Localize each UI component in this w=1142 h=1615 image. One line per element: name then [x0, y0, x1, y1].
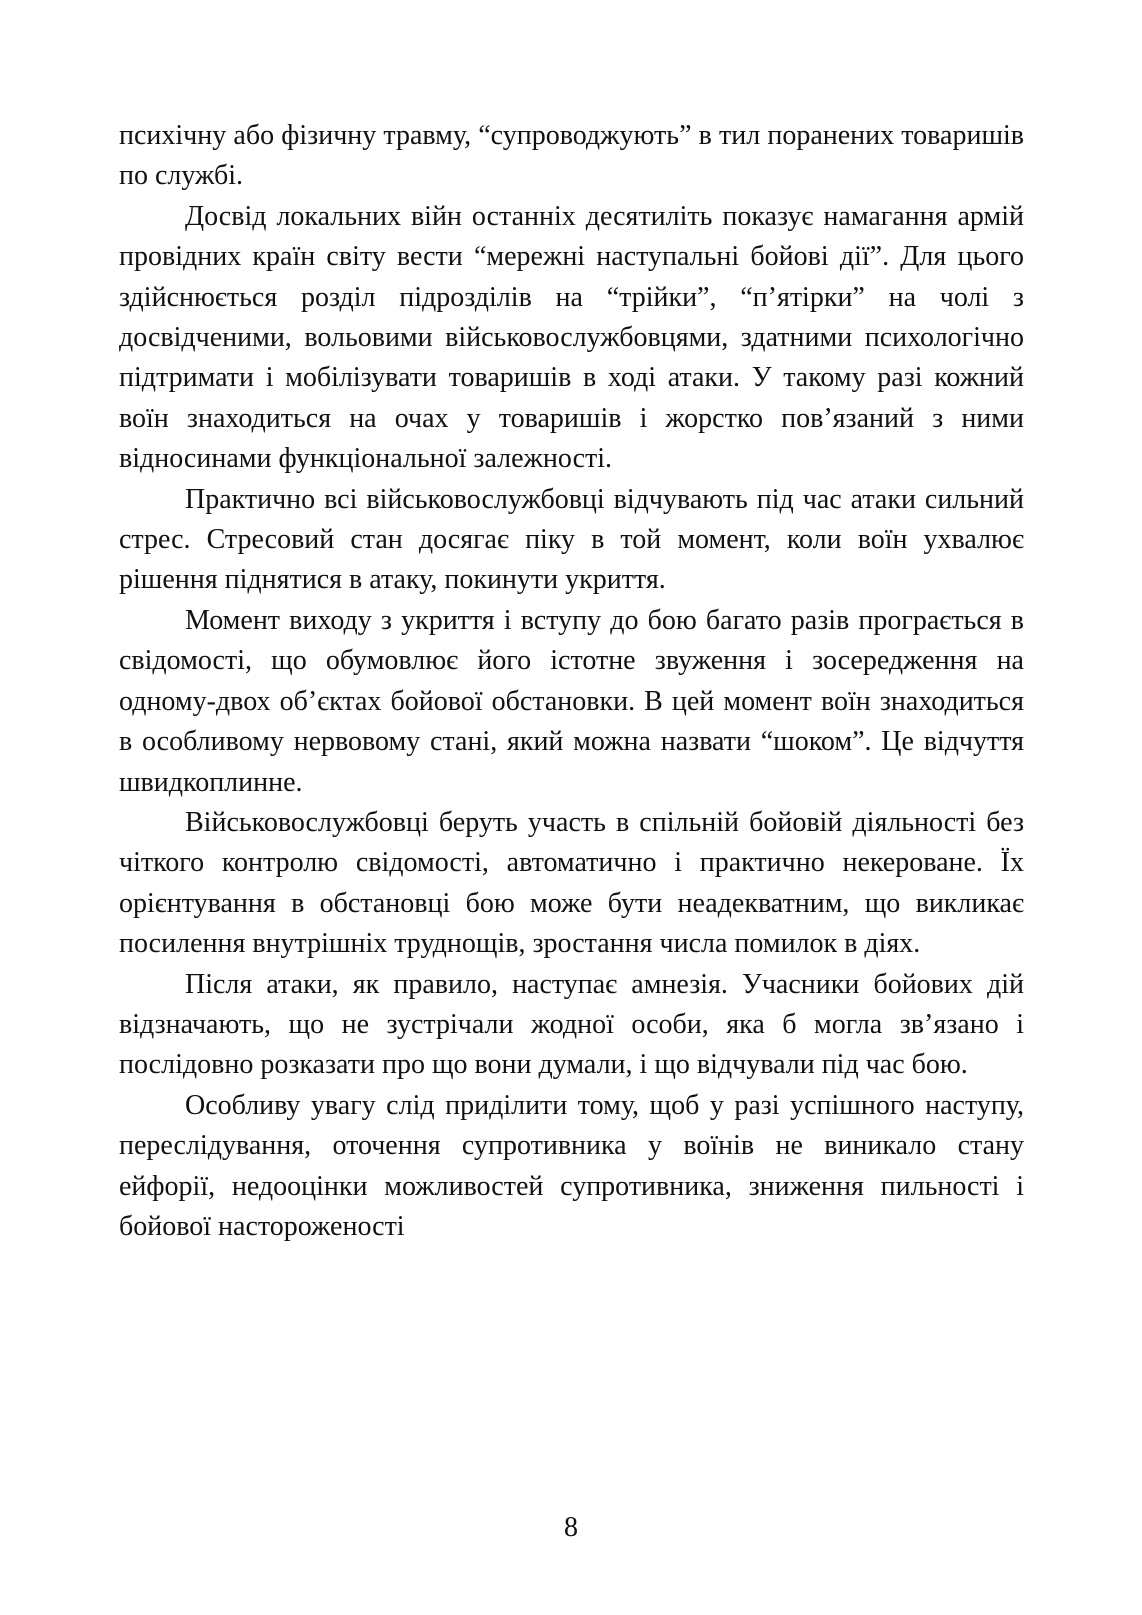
paragraph-1: психічну або фізичну травму, “супроводжують” в тил поранених товаришів по службі. [119, 120, 1024, 192]
paragraph-6: Після атаки, як правило, наступає амнезія. Учасники бойових дій відзначають, що не зустрічали жодної особи, яка б могла зв’язано і послідовно розказати про що вони думали, і що відчували під час бою. [119, 968, 1024, 1081]
paragraph-4: Момент виходу з укриття і вступу до бою багато разів програється в свідомості, що обумовлює його істотне звуження і зосередження на одному-двох об’єктах бойової обстановки. В цей момент воїн знаходиться в особливому нервовому стані, який можна назвати “шоком”. Це відчуття швидкоплинне. [119, 604, 1024, 798]
paragraph-5: Військовослужбовці беруть участь в спільній бойовій діяльності без чіткого контролю свідомості, автоматично і практично некероване. Їх орієнтування в обстановці бою може бути неадекватним, що викликає посилення внутрішніх труднощів, зростання числа помилок в діях. [119, 806, 1024, 960]
paragraph-2: Досвід локальних війн останніх десятиліть показує намагання армій провідних країн світу вести “мережні наступальні бойові дії”. Для цього здійснюється розділ підрозділів на “трійки”, “п’ятірки” на чолі з досвідченими, вольовими військовослужбовцями, здатними психологічно підтримати і мобілізувати товаришів в ході атаки. У такому разі кожний воїн знаходиться на очах у товаришів і жорстко пов’язаний з ними відносинами функціональної залежності. [119, 200, 1024, 475]
page-number: 8 [564, 1512, 578, 1543]
body-text [119, 116, 1024, 1247]
paragraph-3: Практично всі військовослужбовці відчувають під час атаки сильний стрес. Стресовий стан досягає піку в той момент, коли воїн ухвалює рішення піднятися в атаку, покинути укриття. [119, 483, 1024, 596]
paragraph-7: Особливу увагу слід приділити тому, щоб у разі успішного наступу, переслідування, оточення супротивника у воїнів не виникало стану ейфорії, недооцінки можливостей супротивника, зниження пильності і бойової настороженості [119, 1089, 1024, 1242]
